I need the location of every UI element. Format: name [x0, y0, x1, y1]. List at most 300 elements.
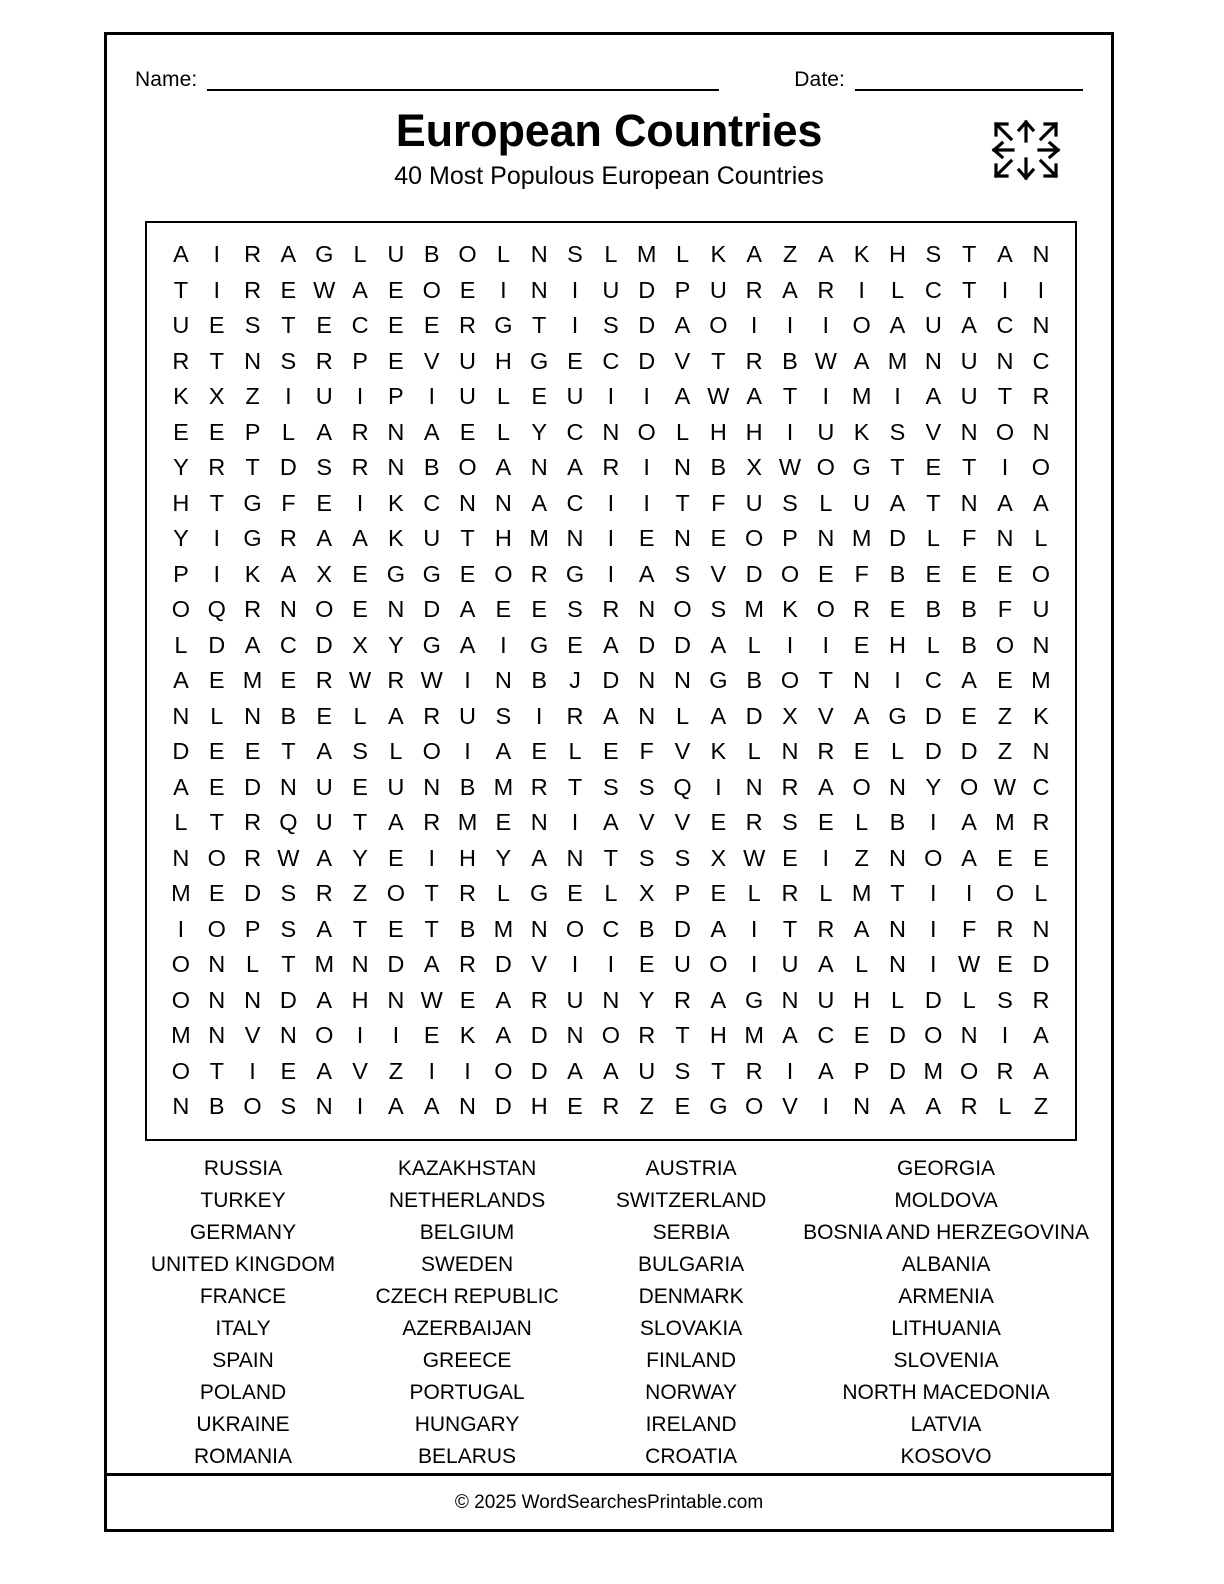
grid-cell[interactable]: I: [428, 844, 435, 871]
grid-cell[interactable]: N: [781, 738, 799, 765]
grid-cell[interactable]: U: [638, 1057, 656, 1084]
grid-cell[interactable]: W: [277, 844, 300, 871]
grid-cell[interactable]: R: [315, 880, 333, 907]
grid-cell[interactable]: T: [961, 276, 977, 303]
word-list-item[interactable]: SLOVAKIA: [639, 1317, 743, 1340]
grid-cell[interactable]: M: [636, 241, 657, 267]
grid-cell[interactable]: F: [961, 525, 977, 552]
grid-cell[interactable]: U: [781, 951, 799, 978]
grid-cell[interactable]: H: [709, 1022, 727, 1049]
word-list-item[interactable]: SWITZERLAND: [615, 1189, 767, 1212]
grid-cell[interactable]: T: [961, 241, 977, 267]
grid-cell[interactable]: I: [822, 631, 830, 658]
grid-cell[interactable]: C: [602, 347, 620, 374]
grid-cell[interactable]: Z: [854, 844, 869, 871]
grid-cell[interactable]: T: [567, 773, 583, 800]
grid-cell[interactable]: B: [961, 596, 977, 623]
grid-cell[interactable]: A: [495, 1022, 512, 1049]
grid-cell[interactable]: A: [817, 1057, 834, 1084]
grid-cell[interactable]: T: [281, 738, 296, 765]
grid-cell[interactable]: Y: [531, 418, 548, 445]
word-list-item[interactable]: POLAND: [199, 1381, 287, 1404]
grid-cell[interactable]: X: [352, 631, 368, 658]
grid-cell[interactable]: A: [853, 702, 870, 729]
grid-cell[interactable]: N: [638, 667, 656, 694]
grid-cell[interactable]: N: [960, 489, 978, 516]
grid-cell[interactable]: O: [315, 1022, 334, 1049]
grid-cell[interactable]: Z: [352, 880, 368, 907]
grid-cell[interactable]: B: [459, 773, 476, 800]
grid-cell[interactable]: C: [566, 489, 584, 516]
grid-cell[interactable]: T: [675, 489, 690, 516]
grid-cell[interactable]: O: [995, 880, 1015, 907]
grid-cell[interactable]: A: [531, 844, 548, 871]
grid-cell[interactable]: U: [172, 312, 190, 339]
grid-cell[interactable]: Y: [638, 986, 655, 1013]
grid-cell[interactable]: U: [315, 809, 333, 836]
grid-cell[interactable]: P: [244, 915, 261, 942]
grid-cell[interactable]: K: [853, 418, 870, 445]
grid-cell[interactable]: R: [960, 1093, 978, 1120]
grid-cell[interactable]: B: [423, 241, 440, 267]
grid-cell[interactable]: G: [888, 702, 907, 729]
grid-cell[interactable]: E: [280, 1057, 297, 1084]
grid-cell[interactable]: R: [315, 347, 333, 374]
grid-cell[interactable]: N: [530, 809, 548, 836]
grid-cell[interactable]: S: [674, 560, 691, 587]
grid-cell[interactable]: O: [780, 560, 800, 587]
grid-cell[interactable]: N: [172, 702, 190, 729]
grid-cell[interactable]: A: [1033, 1057, 1049, 1084]
grid-cell[interactable]: T: [961, 454, 977, 481]
grid-cell[interactable]: D: [602, 667, 620, 694]
grid-cell[interactable]: I: [464, 667, 471, 694]
grid-cell[interactable]: R: [459, 880, 477, 907]
grid-cell[interactable]: V: [674, 809, 691, 836]
grid-cell[interactable]: V: [782, 1093, 798, 1120]
grid-cell[interactable]: I: [822, 383, 830, 410]
word-list-item[interactable]: GERMANY: [189, 1221, 297, 1244]
grid-cell[interactable]: A: [173, 667, 189, 694]
grid-cell[interactable]: E: [925, 560, 942, 587]
grid-cell[interactable]: A: [674, 383, 691, 410]
grid-cell[interactable]: I: [643, 383, 650, 410]
grid-cell[interactable]: O: [852, 773, 871, 800]
word-list-item[interactable]: FINLAND: [646, 1349, 736, 1372]
grid-cell[interactable]: D: [494, 951, 512, 978]
grid-cell[interactable]: K: [459, 1022, 476, 1049]
grid-cell[interactable]: E: [208, 667, 225, 694]
grid-cell[interactable]: M: [744, 596, 764, 623]
word-list-item[interactable]: GEORGIA: [897, 1157, 996, 1180]
word-list-item[interactable]: UKRAINE: [196, 1413, 290, 1436]
grid-cell[interactable]: E: [961, 560, 977, 587]
grid-cell[interactable]: N: [387, 418, 405, 445]
grid-cell[interactable]: I: [965, 880, 973, 907]
grid-cell[interactable]: D: [315, 631, 333, 658]
grid-cell[interactable]: A: [1033, 1022, 1049, 1049]
grid-cell[interactable]: S: [280, 347, 297, 374]
grid-cell[interactable]: Z: [997, 738, 1013, 765]
grid-cell[interactable]: N: [172, 1093, 190, 1120]
grid-cell[interactable]: L: [675, 702, 690, 729]
grid-cell[interactable]: D: [279, 454, 297, 481]
grid-cell[interactable]: I: [858, 276, 865, 303]
grid-cell[interactable]: O: [673, 596, 692, 623]
grid-cell[interactable]: K: [244, 560, 261, 587]
grid-cell[interactable]: L: [855, 809, 869, 836]
grid-cell[interactable]: C: [351, 312, 369, 339]
grid-cell[interactable]: N: [853, 1093, 871, 1120]
grid-cell[interactable]: D: [494, 1093, 512, 1120]
grid-cell[interactable]: X: [208, 383, 225, 410]
grid-cell[interactable]: I: [750, 312, 758, 339]
grid-cell[interactable]: D: [638, 631, 656, 658]
grid-cell[interactable]: I: [356, 1022, 364, 1049]
grid-cell[interactable]: L: [210, 702, 224, 729]
grid-cell[interactable]: D: [960, 738, 978, 765]
grid-cell[interactable]: N: [459, 1093, 477, 1120]
grid-cell[interactable]: E: [567, 347, 583, 374]
grid-cell[interactable]: R: [244, 844, 262, 871]
grid-cell[interactable]: P: [388, 383, 404, 410]
grid-cell[interactable]: L: [496, 241, 510, 267]
grid-cell[interactable]: T: [890, 880, 905, 907]
grid-cell[interactable]: E: [710, 809, 727, 836]
grid-cell[interactable]: A: [638, 560, 655, 587]
grid-cell[interactable]: M: [851, 383, 872, 410]
grid-cell[interactable]: E: [388, 312, 404, 339]
grid-cell[interactable]: A: [567, 1057, 583, 1084]
grid-cell[interactable]: L: [890, 276, 905, 303]
grid-cell[interactable]: N: [208, 1022, 226, 1049]
grid-cell[interactable]: S: [603, 312, 619, 339]
grid-cell[interactable]: T: [281, 951, 296, 978]
grid-cell[interactable]: G: [852, 454, 871, 481]
grid-cell[interactable]: U: [387, 773, 405, 800]
grid-cell[interactable]: A: [388, 809, 404, 836]
grid-cell[interactable]: D: [888, 1057, 906, 1084]
grid-cell[interactable]: R: [745, 347, 763, 374]
grid-cell[interactable]: A: [567, 454, 583, 481]
grid-cell[interactable]: L: [998, 1093, 1012, 1120]
word-list-item[interactable]: UNITED KINGDOM: [150, 1253, 336, 1276]
grid-cell[interactable]: G: [709, 1093, 728, 1120]
word-list-item[interactable]: ITALY: [215, 1317, 271, 1340]
grid-cell[interactable]: R: [279, 525, 297, 552]
grid-cell[interactable]: N: [888, 844, 906, 871]
grid-cell[interactable]: E: [208, 880, 225, 907]
grid-cell[interactable]: D: [888, 525, 906, 552]
grid-cell[interactable]: S: [280, 915, 297, 942]
grid-cell[interactable]: I: [500, 631, 507, 658]
word-list-item[interactable]: FRANCE: [199, 1285, 287, 1308]
grid-cell[interactable]: M: [851, 525, 872, 552]
grid-cell[interactable]: N: [530, 276, 548, 303]
grid-cell[interactable]: R: [530, 986, 548, 1013]
grid-cell[interactable]: G: [422, 631, 441, 658]
grid-cell[interactable]: N: [996, 525, 1014, 552]
word-list-item[interactable]: LITHUANIA: [891, 1317, 1001, 1340]
grid-cell[interactable]: E: [782, 844, 798, 871]
grid-cell[interactable]: K: [710, 241, 727, 267]
grid-cell[interactable]: F: [961, 915, 977, 942]
grid-cell[interactable]: E: [817, 560, 834, 587]
grid-cell[interactable]: G: [315, 241, 334, 267]
grid-cell[interactable]: S: [352, 738, 368, 765]
grid-cell[interactable]: F: [711, 489, 726, 516]
grid-cell[interactable]: L: [496, 418, 510, 445]
grid-cell[interactable]: E: [710, 525, 727, 552]
grid-cell[interactable]: K: [853, 241, 870, 267]
grid-cell[interactable]: T: [209, 809, 224, 836]
grid-cell[interactable]: M: [995, 809, 1015, 836]
grid-cell[interactable]: R: [530, 773, 548, 800]
grid-cell[interactable]: H: [709, 418, 727, 445]
grid-cell[interactable]: A: [1033, 489, 1049, 516]
grid-cell[interactable]: B: [746, 667, 762, 694]
grid-cell[interactable]: I: [571, 312, 579, 339]
grid-cell[interactable]: I: [786, 418, 794, 445]
grid-cell[interactable]: N: [924, 347, 942, 374]
word-list-item[interactable]: ARMENIA: [898, 1285, 994, 1308]
grid-cell[interactable]: I: [177, 915, 185, 942]
grid-cell[interactable]: D: [924, 738, 942, 765]
grid-cell[interactable]: I: [1037, 276, 1045, 303]
grid-cell[interactable]: I: [356, 1093, 364, 1120]
grid-cell[interactable]: D: [244, 773, 262, 800]
grid-cell[interactable]: R: [208, 454, 226, 481]
grid-cell[interactable]: I: [571, 276, 579, 303]
grid-cell[interactable]: N: [853, 667, 871, 694]
grid-cell[interactable]: E: [997, 951, 1013, 978]
grid-cell[interactable]: I: [607, 383, 615, 410]
grid-cell[interactable]: T: [926, 489, 941, 516]
grid-cell[interactable]: N: [674, 454, 691, 481]
grid-cell[interactable]: N: [602, 986, 620, 1013]
grid-cell[interactable]: O: [1031, 454, 1051, 481]
grid-cell[interactable]: L: [246, 951, 260, 978]
grid-cell[interactable]: S: [674, 844, 691, 871]
word-list-item[interactable]: ROMANIA: [194, 1445, 293, 1468]
grid-cell[interactable]: P: [173, 560, 189, 587]
grid-cell[interactable]: R: [387, 667, 405, 694]
grid-cell[interactable]: A: [782, 1022, 798, 1049]
grid-cell[interactable]: I: [930, 951, 937, 978]
grid-cell[interactable]: W: [420, 667, 443, 694]
grid-cell[interactable]: A: [997, 241, 1013, 267]
word-list-item[interactable]: BULGARIA: [637, 1253, 745, 1276]
grid-cell[interactable]: C: [602, 915, 620, 942]
grid-cell[interactable]: N: [996, 347, 1014, 374]
grid-cell[interactable]: E: [567, 1093, 583, 1120]
grid-cell[interactable]: A: [495, 738, 512, 765]
grid-cell[interactable]: X: [638, 880, 655, 907]
grid-cell[interactable]: M: [457, 809, 478, 836]
grid-cell[interactable]: N: [387, 986, 405, 1013]
grid-cell[interactable]: I: [715, 773, 722, 800]
grid-cell[interactable]: U: [817, 986, 835, 1013]
grid-cell[interactable]: E: [997, 844, 1013, 871]
grid-cell[interactable]: I: [356, 383, 364, 410]
grid-cell[interactable]: N: [279, 773, 297, 800]
grid-cell[interactable]: I: [249, 1057, 256, 1084]
grid-cell[interactable]: M: [493, 915, 514, 942]
grid-cell[interactable]: Z: [639, 1093, 654, 1120]
grid-cell[interactable]: E: [459, 418, 476, 445]
grid-cell[interactable]: R: [172, 347, 190, 374]
grid-cell[interactable]: S: [710, 596, 727, 623]
grid-cell[interactable]: T: [281, 312, 296, 339]
grid-cell[interactable]: N: [351, 951, 369, 978]
grid-cell[interactable]: C: [924, 276, 942, 303]
grid-cell[interactable]: I: [786, 1057, 794, 1084]
grid-cell[interactable]: Y: [925, 773, 942, 800]
grid-cell[interactable]: T: [352, 809, 368, 836]
grid-cell[interactable]: M: [493, 773, 514, 800]
grid-cell[interactable]: N: [494, 667, 512, 694]
grid-cell[interactable]: W: [958, 951, 981, 978]
grid-cell[interactable]: A: [495, 986, 512, 1013]
grid-cell[interactable]: H: [530, 1093, 548, 1120]
grid-cell[interactable]: B: [710, 454, 727, 481]
grid-cell[interactable]: N: [244, 702, 262, 729]
grid-cell[interactable]: O: [1031, 560, 1051, 587]
grid-cell[interactable]: W: [993, 773, 1017, 800]
grid-cell[interactable]: U: [960, 347, 978, 374]
grid-cell[interactable]: O: [458, 454, 477, 481]
grid-cell[interactable]: D: [638, 312, 656, 339]
grid-cell[interactable]: N: [208, 986, 226, 1013]
grid-cell[interactable]: S: [280, 1093, 297, 1120]
grid-cell[interactable]: N: [960, 1022, 978, 1049]
word-list-item[interactable]: PORTUGAL: [409, 1381, 525, 1404]
grid-cell[interactable]: I: [428, 383, 435, 410]
grid-cell[interactable]: L: [675, 241, 690, 267]
grid-cell[interactable]: E: [853, 631, 870, 658]
grid-cell[interactable]: I: [1001, 454, 1009, 481]
grid-cell[interactable]: A: [710, 915, 727, 942]
grid-cell[interactable]: S: [782, 809, 798, 836]
grid-cell[interactable]: A: [316, 738, 333, 765]
grid-cell[interactable]: I: [571, 951, 579, 978]
grid-cell[interactable]: D: [888, 1022, 906, 1049]
grid-cell[interactable]: E: [280, 276, 297, 303]
word-list-item[interactable]: ALBANIA: [901, 1253, 991, 1276]
grid-cell[interactable]: I: [750, 951, 758, 978]
grid-cell[interactable]: N: [387, 454, 405, 481]
grid-cell[interactable]: I: [428, 1057, 435, 1084]
grid-cell[interactable]: L: [819, 880, 833, 907]
grid-cell[interactable]: I: [464, 738, 471, 765]
grid-cell[interactable]: W: [313, 276, 336, 303]
grid-cell[interactable]: R: [602, 596, 620, 623]
word-list-item[interactable]: MOLDOVA: [894, 1189, 998, 1212]
grid-cell[interactable]: O: [637, 418, 656, 445]
grid-cell[interactable]: E: [531, 596, 548, 623]
grid-cell[interactable]: J: [569, 667, 581, 694]
grid-cell[interactable]: P: [853, 1057, 870, 1084]
grid-cell[interactable]: N: [602, 418, 620, 445]
grid-cell[interactable]: A: [889, 1093, 906, 1120]
grid-cell[interactable]: T: [424, 915, 439, 942]
grid-cell[interactable]: R: [315, 667, 333, 694]
grid-cell[interactable]: N: [638, 596, 656, 623]
grid-cell[interactable]: D: [638, 347, 656, 374]
word-list-item[interactable]: SLOVENIA: [893, 1349, 999, 1372]
grid-cell[interactable]: R: [423, 809, 441, 836]
grid-cell[interactable]: S: [495, 702, 512, 729]
grid-cell[interactable]: U: [709, 276, 727, 303]
grid-cell[interactable]: O: [924, 1022, 943, 1049]
grid-cell[interactable]: N: [566, 525, 584, 552]
grid-cell[interactable]: S: [567, 596, 583, 623]
grid-cell[interactable]: K: [782, 596, 798, 623]
grid-cell[interactable]: A: [603, 702, 619, 729]
grid-cell[interactable]: Y: [388, 631, 404, 658]
grid-cell[interactable]: A: [603, 631, 619, 658]
grid-cell[interactable]: B: [638, 915, 655, 942]
grid-cell[interactable]: O: [995, 631, 1015, 658]
word-list-item[interactable]: GREECE: [422, 1349, 512, 1372]
grid-cell[interactable]: E: [352, 596, 368, 623]
grid-cell[interactable]: A: [961, 809, 977, 836]
grid-cell[interactable]: A: [459, 596, 476, 623]
grid-cell[interactable]: X: [746, 454, 762, 481]
grid-cell[interactable]: T: [209, 347, 224, 374]
grid-cell[interactable]: F: [281, 489, 296, 516]
grid-cell[interactable]: W: [707, 383, 730, 410]
word-list-item[interactable]: IRELAND: [645, 1413, 737, 1436]
grid-cell[interactable]: L: [1034, 880, 1048, 907]
grid-cell[interactable]: B: [459, 915, 476, 942]
grid-cell[interactable]: I: [750, 915, 758, 942]
grid-cell[interactable]: I: [285, 383, 292, 410]
grid-cell[interactable]: L: [496, 383, 510, 410]
grid-cell[interactable]: M: [529, 525, 549, 552]
grid-cell[interactable]: X: [710, 844, 727, 871]
grid-cell[interactable]: S: [316, 454, 333, 481]
grid-cell[interactable]: D: [674, 631, 691, 658]
grid-cell[interactable]: R: [244, 809, 262, 836]
word-list-item[interactable]: NORTH MACEDONIA: [842, 1381, 1050, 1404]
grid-cell[interactable]: L: [890, 986, 905, 1013]
grid-cell[interactable]: S: [567, 241, 583, 267]
grid-cell[interactable]: V: [638, 809, 655, 836]
grid-cell[interactable]: P: [782, 525, 798, 552]
grid-cell[interactable]: K: [710, 738, 727, 765]
grid-cell[interactable]: L: [174, 631, 188, 658]
grid-cell[interactable]: Z: [1033, 1093, 1049, 1120]
grid-cell[interactable]: V: [531, 951, 548, 978]
grid-cell[interactable]: O: [243, 1093, 262, 1120]
grid-cell[interactable]: N: [459, 489, 477, 516]
grid-cell[interactable]: K: [388, 525, 404, 552]
grid-cell[interactable]: C: [279, 631, 297, 658]
grid-cell[interactable]: R: [745, 276, 763, 303]
grid-cell[interactable]: L: [353, 241, 367, 267]
grid-cell[interactable]: N: [315, 1093, 333, 1120]
grid-cell[interactable]: I: [213, 241, 220, 267]
grid-cell[interactable]: N: [387, 596, 405, 623]
grid-cell[interactable]: Z: [782, 241, 798, 267]
grid-cell[interactable]: U: [459, 383, 477, 410]
grid-cell[interactable]: I: [822, 1093, 830, 1120]
grid-cell[interactable]: A: [961, 844, 977, 871]
grid-cell[interactable]: R: [459, 951, 477, 978]
grid-cell[interactable]: L: [855, 951, 869, 978]
grid-cell[interactable]: I: [643, 454, 650, 481]
